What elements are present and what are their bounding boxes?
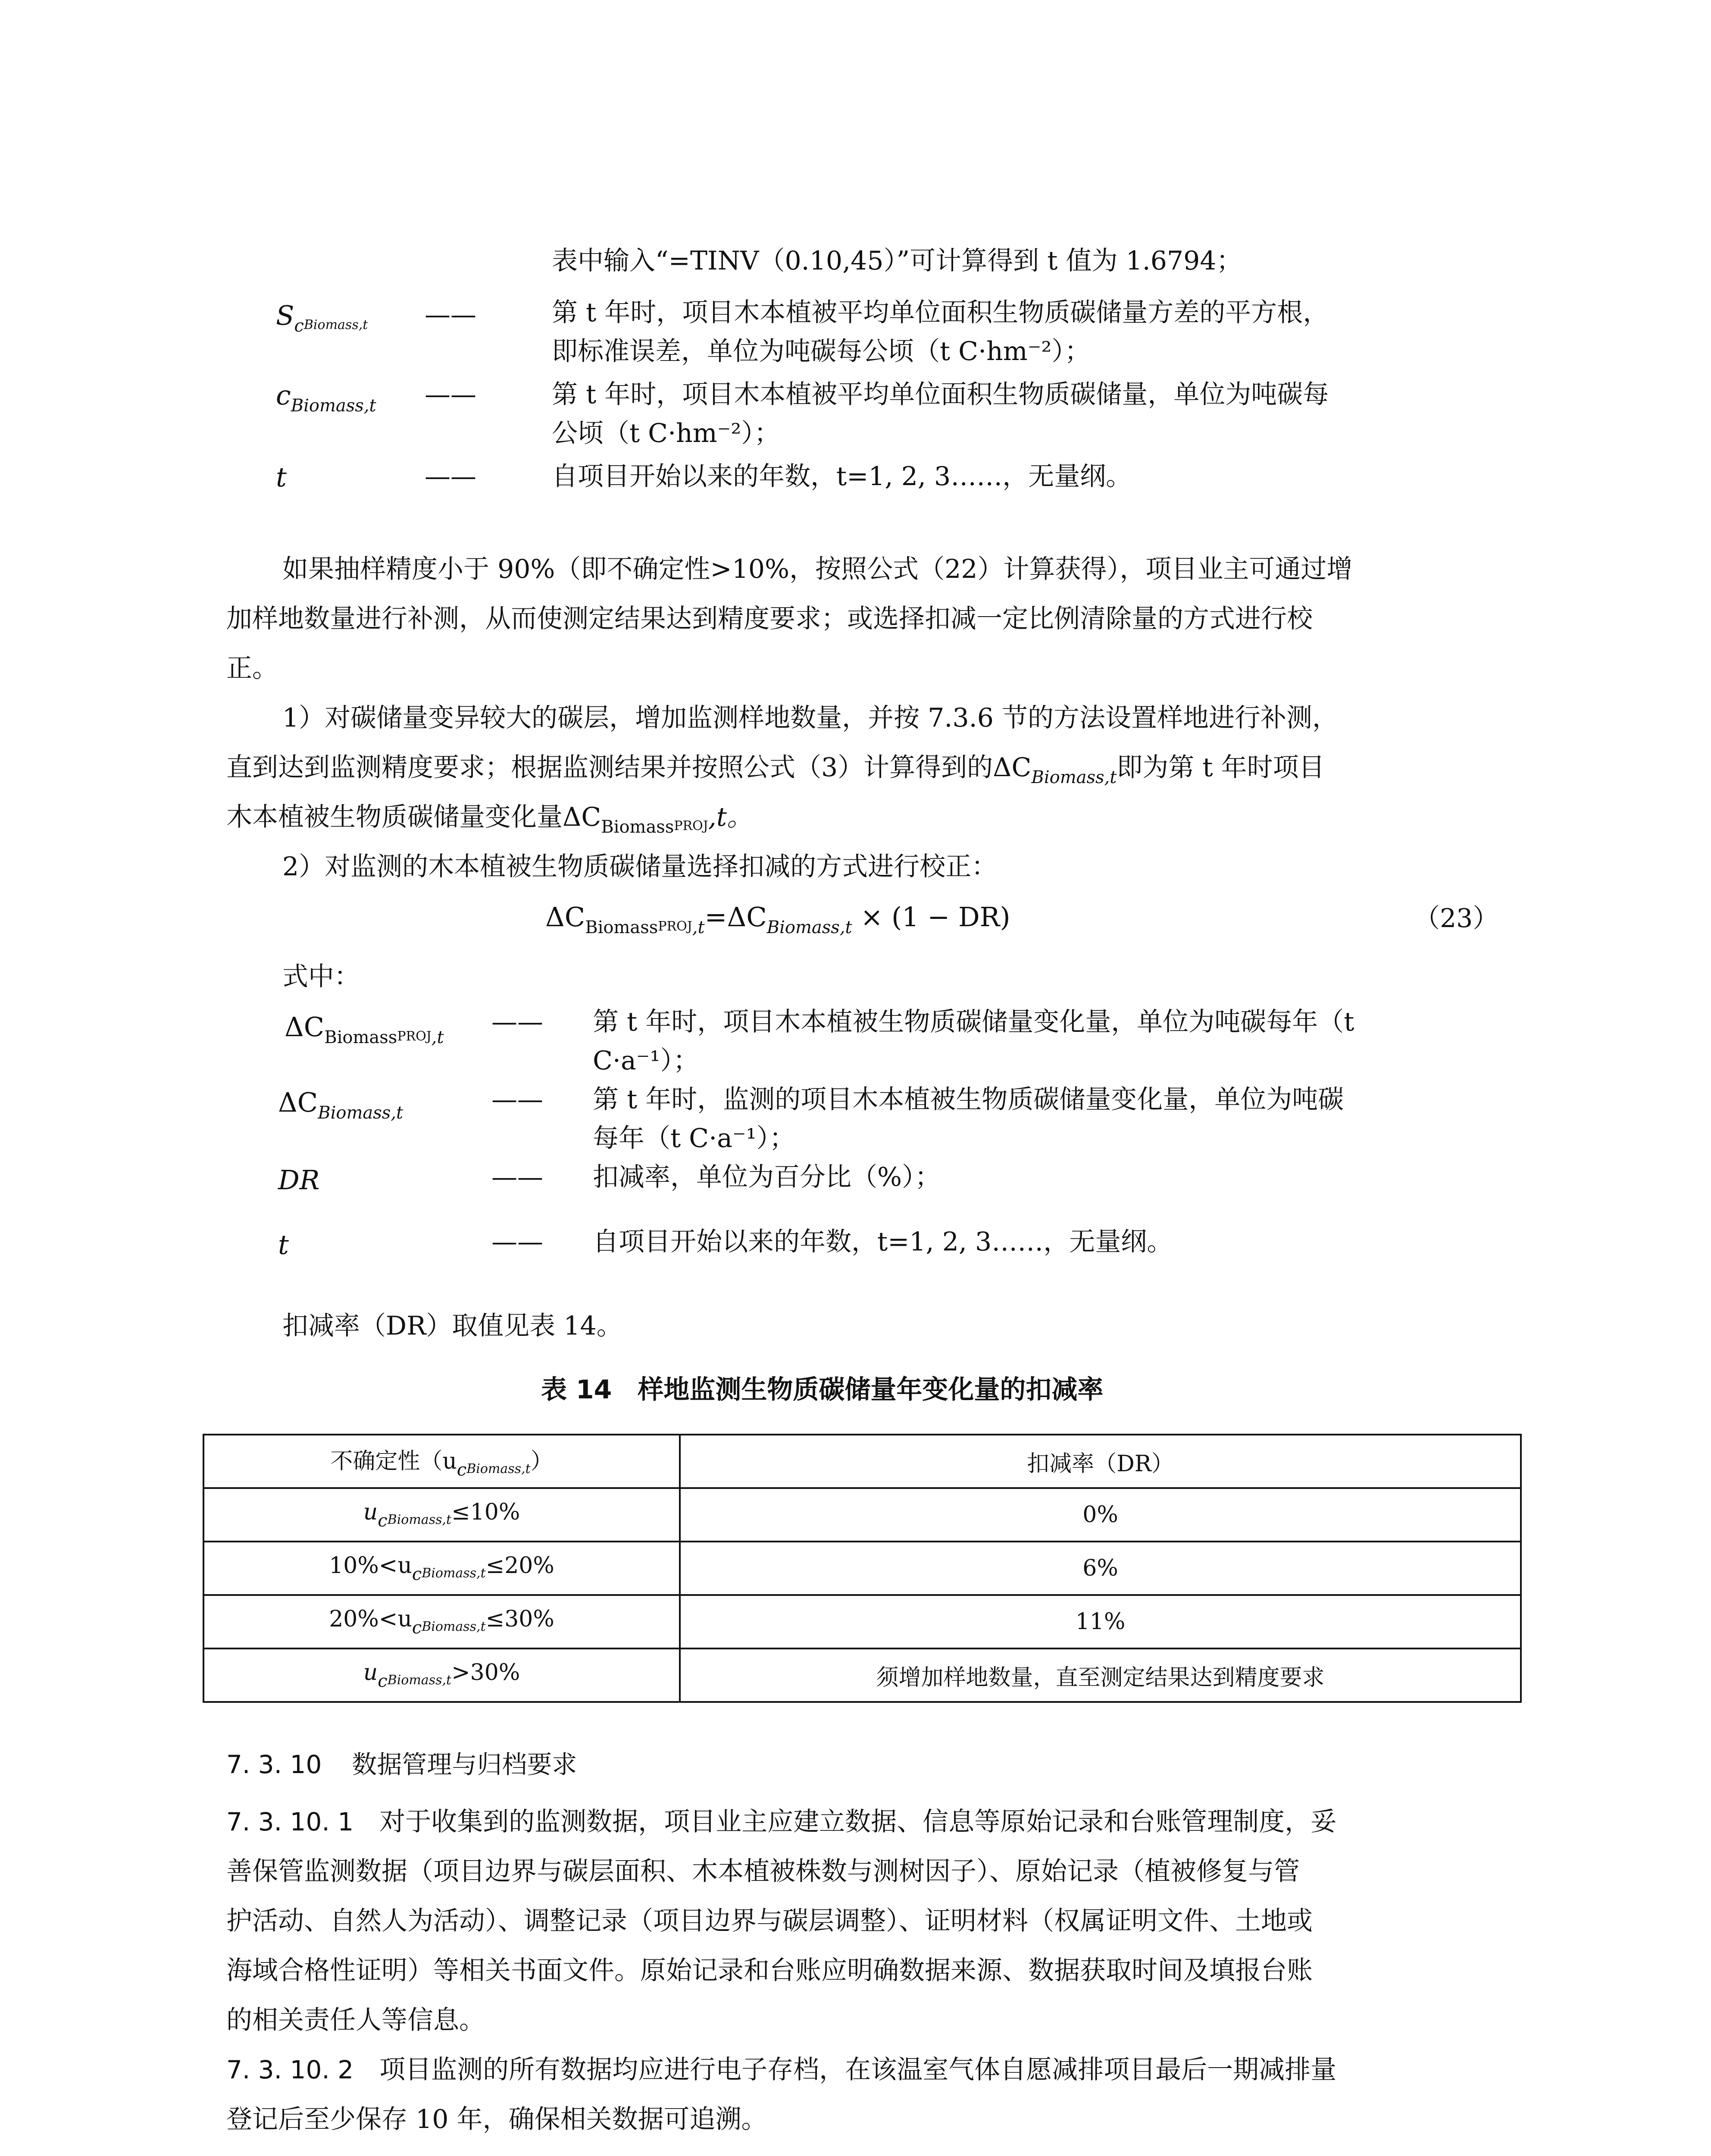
clause-line: 7. 3. 10. 1 对于收集到的监测数据，项目业主应建立数据、信息等原始记录和台账管理制度，妥	[226, 1807, 1337, 1837]
definition-dash: ——	[425, 379, 476, 410]
table-header-cell: 不确定性$(u_cBiomass,t)$	[203, 1435, 680, 1488]
definition-text: 每年（t C·a⁻¹）；	[593, 1123, 795, 1153]
table-header-cell: 扣减率（DR）	[680, 1435, 1521, 1488]
definition-text: 扣减率，单位为百分比（%）；	[593, 1162, 941, 1192]
definition-text: 公顷（t C·hm⁻²）；	[552, 418, 780, 448]
table-cell: 0%	[680, 1488, 1521, 1542]
definition-dash: ——	[491, 1007, 543, 1037]
section-heading	[226, 1744, 577, 1780]
definition-dash: ——	[425, 461, 476, 492]
table-caption: 表 14 样地监测生物质碳储量年变化量的扣减率	[541, 1375, 1104, 1405]
definition-text: 自项目开始以来的年数，t=1, 2, 3……，无量纲。	[552, 461, 1132, 492]
symbol-delta-c-biomass: $\Delta C_{Biomass,t}$	[278, 1087, 404, 1123]
table-cell: 11%	[680, 1595, 1521, 1648]
paragraph-line: 2）对监测的木本植被生物质碳储量选择扣减的方式进行校正：	[282, 852, 998, 882]
definition-text: 即标准误差，单位为吨碳每公顷（t C·hm⁻²）；	[552, 336, 1091, 367]
paragraph-line: 正。	[226, 653, 278, 683]
table-row	[203, 1595, 1521, 1648]
table-cell: $u_cBiomass,t\le 10\%$	[203, 1488, 680, 1542]
table-cell: $10\%<u_cBiomass,t\le 20\%$	[203, 1542, 680, 1595]
table-row	[203, 1542, 1521, 1595]
definition-text: 第 t 年时，监测的项目木本植被生物质碳储量变化量，单位为吨碳	[593, 1084, 1344, 1115]
definition-dash: ——	[491, 1084, 543, 1115]
definition-dash: ——	[425, 300, 476, 330]
symbol-dr: DR	[278, 1164, 320, 1196]
paragraph-line: 1）对碳储量变异较大的碳层，增加监测样地数量，并按 7.3.6 节的方法设置样地进行补测，	[282, 703, 1338, 733]
clause-line: 7. 3. 10. 2 项目监测的所有数据均应进行电子存档，在该温室气体自愿减排项目最后一期减排量	[226, 2055, 1337, 2085]
clause-line: 善保管监测数据（项目边界与碳层面积、木本植被株数与测树因子）、原始记录（植被修复与管	[226, 1856, 1300, 1887]
clause-line: 登记后至少保存 10 年，确保相关数据可追溯。	[226, 2104, 767, 2134]
clause-line: 的相关责任人等信息。	[226, 2005, 485, 2035]
table-row	[203, 1488, 1521, 1542]
definition-text: 第 t 年时，项目木本植被平均单位面积生物质碳储量方差的平方根，	[552, 298, 1329, 328]
section-number: 7. 3. 10	[226, 1750, 322, 1779]
table-cell: 须增加样地数量，直至测定结果达到精度要求	[680, 1648, 1521, 1702]
where-label: 式中：	[282, 962, 360, 992]
paragraph-line: 如果抽样精度小于 90%（即不确定性>10%，按照公式（22）计算获得），项目业主可通过增	[282, 554, 1353, 584]
table-row	[203, 1648, 1521, 1702]
table-cell: $u_cBiomass,t>30\%$	[203, 1648, 680, 1702]
definition-text: C·a⁻¹）；	[593, 1046, 699, 1076]
section-title: 数据管理与归档要求	[352, 1750, 577, 1779]
table-cell: 6%	[680, 1542, 1521, 1595]
definition-text: 第 t 年时，项目木本植被平均单位面积生物质碳储量，单位为吨碳每	[552, 379, 1329, 410]
definition-dash: ——	[491, 1162, 543, 1192]
definition-dash: ——	[491, 1227, 543, 1257]
definition-text: 自项目开始以来的年数，t=1, 2, 3……，无量纲。	[593, 1227, 1173, 1257]
paragraph-line: 加样地数量进行补测，从而使测定结果达到精度要求；或选择扣减一定比例清除量的方式进行校	[226, 604, 1313, 634]
table-14	[203, 1434, 1522, 1703]
equation-number: （23）	[1414, 903, 1499, 934]
symbol-c-biomass: $c_{Biomass,t}$	[276, 379, 376, 416]
paragraph-line: 直到达到监测精度要求；根据监测结果并按照公式（3）计算得到的$\Delta C_{Biomass,t}$即为第 t 年时项目	[226, 752, 1325, 787]
definition-intro: 表中输入“=TINV（0.10,45）”可计算得到 t 值为 1.6794；	[552, 246, 1242, 276]
table-cell: $20\%<u_cBiomass,t\le 30\%$	[203, 1595, 680, 1648]
definition-text: 第 t 年时，项目木本植被生物质碳储量变化量，单位为吨碳每年（t	[593, 1007, 1354, 1037]
clause-number: 7. 3. 10. 2	[226, 2055, 354, 2084]
symbol-delta-c-biomass-proj: $\Delta C_{Biomass}PROJ_{,t}$	[285, 1011, 444, 1047]
clause-line: 海域合格性证明）等相关书面文件。原始记录和台账应明确数据来源、数据获取时间及填报台账	[226, 1955, 1313, 1986]
table-header-row	[203, 1435, 1521, 1488]
paragraph-line: 木本植被生物质碳储量变化量$\Delta C_{Biomass}PROJ,t$。	[226, 802, 753, 837]
symbol-t: t	[276, 461, 287, 493]
paragraph-line: 扣减率（DR）取值见表 14。	[282, 1311, 622, 1341]
clause-number: 7. 3. 10. 1	[226, 1807, 354, 1836]
symbol-t: t	[278, 1229, 289, 1260]
clause-line: 护活动、自然人为活动）、调整记录（项目边界与碳层调整）、证明材料（权属证明文件、土地或	[226, 1906, 1313, 1936]
symbol-s-c-biomass: $S_cBiomass,t$	[276, 300, 368, 336]
equation-23: $\Delta C_{Biomass}PROJ_{,t}=\Delta C_{Biomass,t} \times (1 - DR)$	[545, 901, 1010, 937]
